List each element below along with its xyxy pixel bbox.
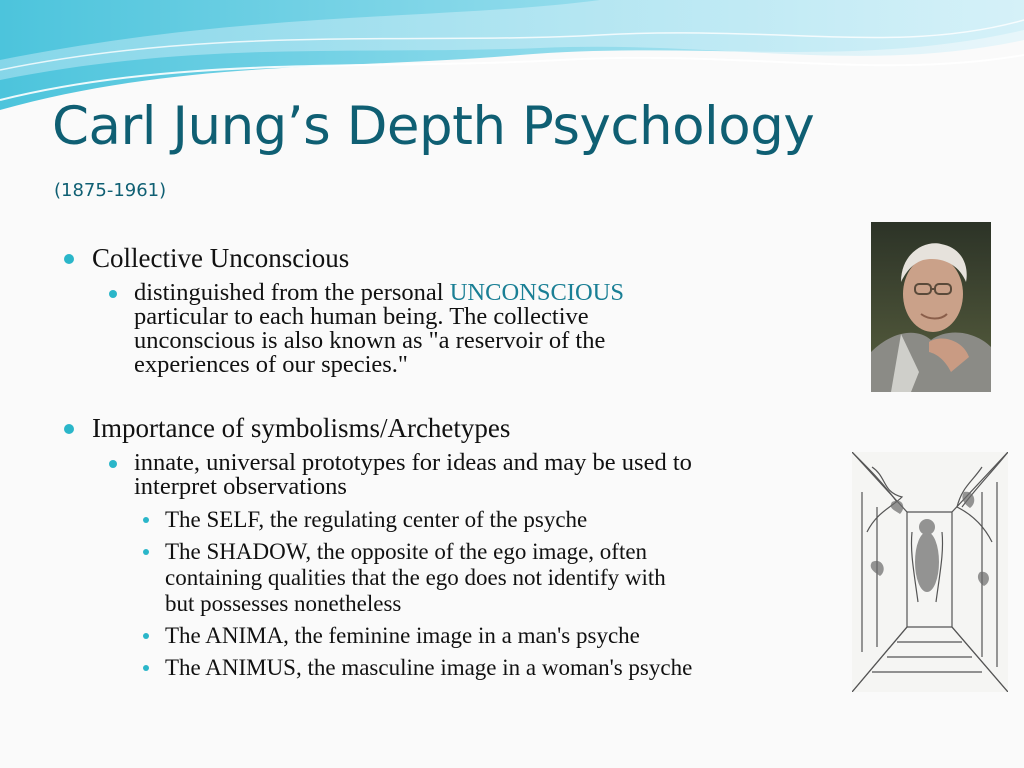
- archetype-shadow: but possesses nonetheless: [165, 591, 402, 616]
- slide-subtitle: (1875-1961): [54, 180, 167, 201]
- archetype-shadow: The SHADOW, the opposite of the ego image, often: [165, 539, 648, 564]
- bullet-dot-icon: [109, 460, 117, 468]
- portrait-photo: [871, 222, 991, 392]
- section-text-line: interpret observations: [134, 473, 347, 500]
- archetype-self: The SELF, the regulating center of the psyche: [165, 507, 588, 532]
- bullet-dot-icon: [143, 633, 149, 639]
- bullet-dot-icon: [64, 424, 74, 434]
- bullet-dot-icon: [143, 549, 149, 555]
- section-text-line: [134, 281, 624, 305]
- bullet-dot-icon: [64, 254, 74, 264]
- bullet-dot-icon: [109, 290, 117, 298]
- section-heading: Importance of symbolisms/Archetypes: [92, 413, 511, 443]
- text-segment: distinguished from the personal: [134, 279, 450, 306]
- archetype-shadow: containing qualities that the ego does not identify with: [165, 565, 666, 590]
- bullet-dot-icon: [143, 665, 149, 671]
- archetype-anima: The ANIMA, the feminine image in a man's psyche: [165, 623, 640, 648]
- section-text-line: unconscious is also known as "a reservoir of the: [134, 327, 606, 354]
- bullet-dot-icon: [143, 517, 149, 523]
- slide-title: Carl Jung’s Depth Psychology: [52, 96, 815, 157]
- unconscious-highlight: UNCONSCIOUS: [449, 279, 624, 306]
- section-text-line: experiences of our species.": [134, 351, 408, 378]
- archetype-animus: The ANIMUS, the masculine image in a woman's psyche: [165, 655, 693, 680]
- section-heading: Collective Unconscious: [92, 243, 350, 273]
- section-text-line: innate, universal prototypes for ideas and may be used to: [134, 449, 692, 476]
- shadow-sketch: [852, 452, 1008, 692]
- section-text-line: particular to each human being. The collective: [134, 303, 589, 330]
